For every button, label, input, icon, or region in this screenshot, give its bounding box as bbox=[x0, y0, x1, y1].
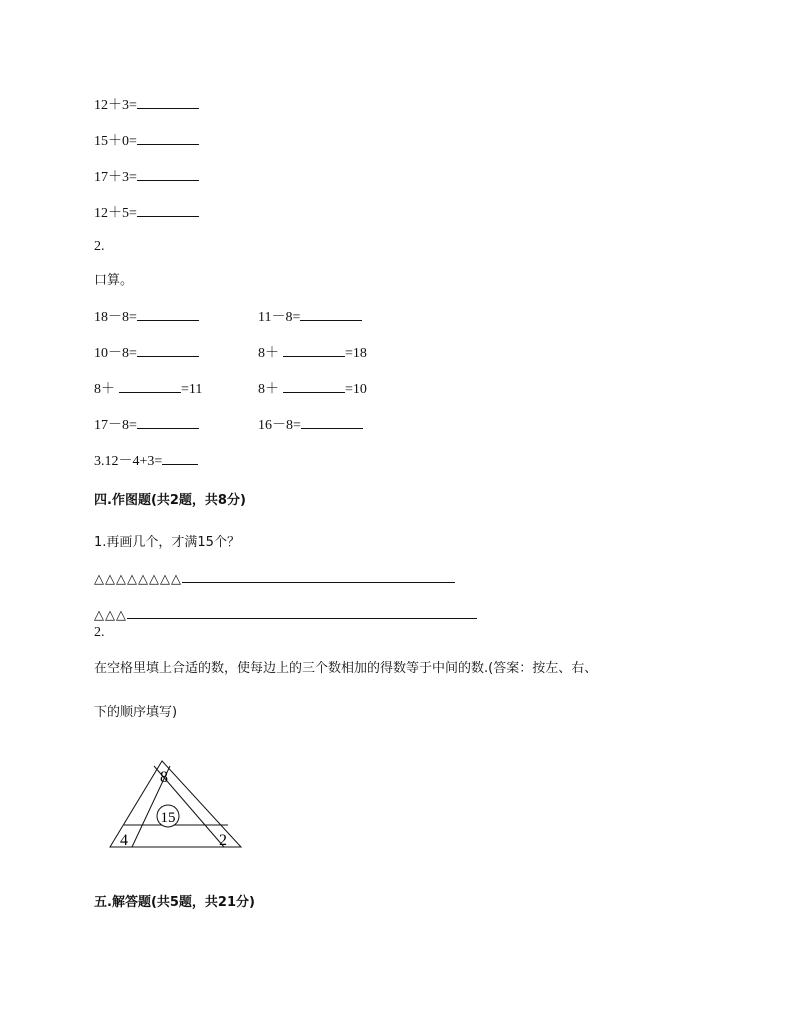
center-number: 15 bbox=[160, 810, 176, 826]
equation-text: 10－8= bbox=[94, 346, 137, 361]
answer-blank[interactable] bbox=[137, 96, 199, 109]
question-text: 1.再画几个，才满15个？ bbox=[94, 535, 240, 550]
equation-text: 8＋ bbox=[258, 382, 279, 397]
top-number: 8 bbox=[160, 769, 168, 786]
triangle-row-2 bbox=[94, 606, 477, 625]
answer-blank[interactable] bbox=[301, 416, 363, 429]
oral-row-3 bbox=[94, 380, 414, 399]
answer-blank[interactable] bbox=[119, 380, 181, 393]
oral-row-1 bbox=[94, 308, 414, 327]
answer-blank[interactable] bbox=[283, 380, 345, 393]
triangle-shapes: △△△△△△△△ bbox=[94, 572, 182, 587]
left-number: 4 bbox=[120, 832, 128, 849]
equation-text: 12＋3= bbox=[94, 98, 137, 113]
equation-row-3 bbox=[94, 168, 199, 187]
section-heading: 四.作图题(共2题，共8分) bbox=[94, 493, 246, 508]
triangle-row-1 bbox=[94, 570, 455, 589]
answer-blank[interactable] bbox=[137, 132, 199, 145]
answer-blank[interactable] bbox=[137, 204, 199, 217]
question-text-line-1: 在空格里填上合适的数，使每边上的三个数相加的得数等于中间的数.(答案：按左、右、 bbox=[94, 661, 598, 676]
equation-text: 15＋0= bbox=[94, 134, 137, 149]
right-number: 2 bbox=[219, 832, 227, 849]
oral-row-2 bbox=[94, 344, 414, 363]
equation-text: 18－8= bbox=[94, 310, 137, 325]
section-heading: 五.解答题(共5题，共21分) bbox=[94, 895, 255, 910]
answer-blank[interactable] bbox=[162, 452, 198, 465]
answer-blank[interactable] bbox=[137, 168, 199, 181]
question-number: 2. bbox=[94, 239, 105, 254]
answer-blank[interactable] bbox=[137, 344, 199, 357]
equation-tail: =10 bbox=[345, 382, 367, 397]
equation-row-2 bbox=[94, 132, 199, 151]
equation-text: 17＋3= bbox=[94, 170, 137, 185]
drawing-line[interactable] bbox=[182, 570, 455, 583]
equation-row-4 bbox=[94, 204, 199, 223]
answer-blank[interactable] bbox=[300, 308, 362, 321]
question-3 bbox=[94, 452, 198, 471]
equation-text: 3.12－4+3= bbox=[94, 454, 163, 469]
answer-blank[interactable] bbox=[137, 308, 199, 321]
number-triangle-figure bbox=[104, 756, 246, 852]
drawing-line[interactable] bbox=[127, 606, 477, 619]
equation-text: 8＋ bbox=[258, 346, 279, 361]
equation-text: 11－8= bbox=[258, 310, 301, 325]
question-number: 2. bbox=[94, 625, 105, 640]
answer-blank[interactable] bbox=[283, 344, 345, 357]
question-title: 口算。 bbox=[94, 273, 134, 288]
equation-tail: =18 bbox=[345, 346, 367, 361]
equation-row-1 bbox=[94, 96, 199, 115]
equation-tail: =11 bbox=[181, 382, 203, 397]
equation-text: 8＋ bbox=[94, 382, 115, 397]
equation-text: 17－8= bbox=[94, 418, 137, 433]
answer-blank[interactable] bbox=[137, 416, 199, 429]
question-text-line-2: 下的顺序填写) bbox=[94, 705, 178, 720]
oral-row-4 bbox=[94, 416, 414, 435]
equation-text: 12＋5= bbox=[94, 206, 137, 221]
equation-text: 16－8= bbox=[258, 418, 301, 433]
triangle-shapes: △△△ bbox=[94, 608, 127, 623]
